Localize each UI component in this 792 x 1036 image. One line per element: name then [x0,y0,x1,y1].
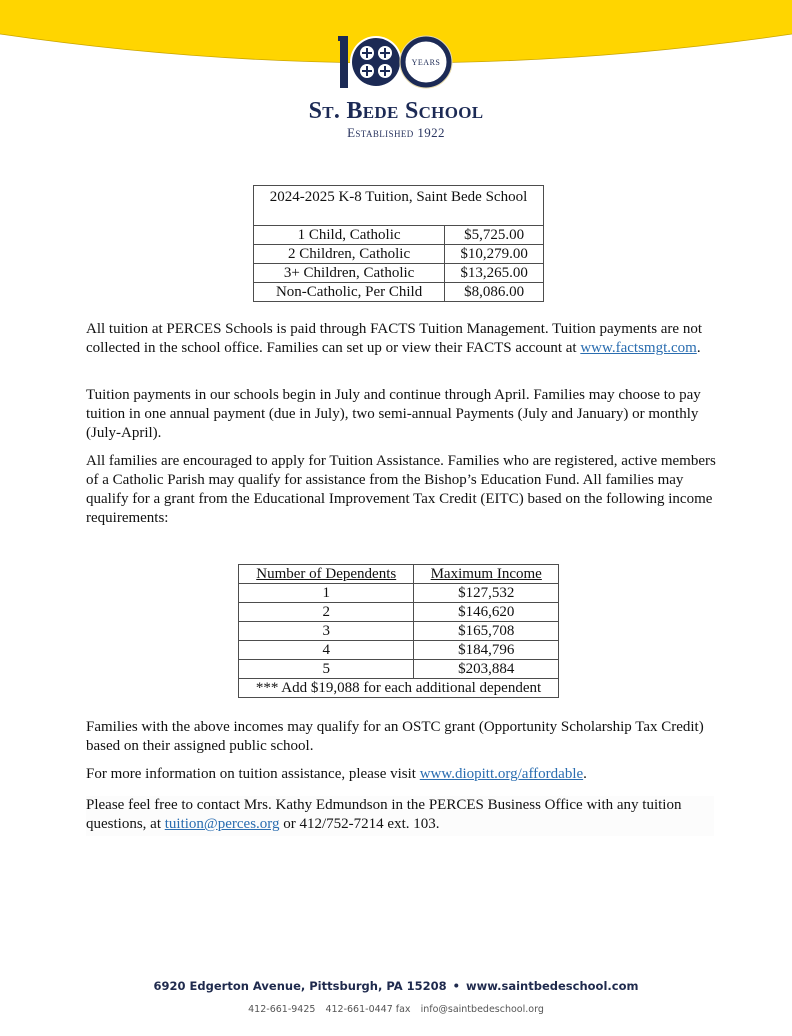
table-title-row [254,186,544,226]
column-header-income: Maximum Income [414,565,559,584]
100-years-logo [338,34,458,92]
cross-emblem-icon [350,36,402,88]
paragraph-text: For more information on tuition assistance, please visit [86,766,420,782]
paragraph-text: All tuition at PERCES Schools is paid through FACTS Tuition Management. Tuition payments are not collected in the school office. Families can set up or view their FACTS account at [86,321,703,356]
table-row [239,622,559,641]
income-cell: $127,532 [414,584,559,603]
paragraph-text: . [696,340,701,356]
footer-address: 6920 Edgerton Avenue, Pittsburgh, PA 15208 [153,979,447,993]
paragraph-text: . [583,766,587,782]
table-row [239,603,559,622]
table-row [254,283,544,302]
table-row [254,245,544,264]
table-row [239,660,559,679]
payment-schedule-paragraph: Tuition payments in our schools begin in July and continue through April. Families may choose to pay tuition in one annual payment (due in July), two semi-annual Payments (July and January) or monthly (July-April). [86,387,701,441]
footer-email: info@saintbedeschool.org [420,1004,544,1015]
tuition-label: 1 Child, Catholic [254,226,445,245]
table-row [239,641,559,660]
established-year: Established 1922 [347,125,445,140]
income-cell: $165,708 [414,622,559,641]
logo-digit-one [340,36,348,88]
table-header-row [239,565,559,584]
footer-website: www.saintbedeschool.com [466,979,639,993]
income-requirements-table [238,564,559,698]
tuition-amount: $8,086.00 [445,283,544,302]
income-cell: $146,620 [414,603,559,622]
income-cell: $203,884 [414,660,559,679]
additional-dependent-note: *** Add $19,088 for each additional dependent [239,679,559,698]
dependents-cell: 3 [239,622,414,641]
tuition-label: 2 Children, Catholic [254,245,445,264]
facts-payment-paragraph [86,320,716,358]
footer-address-line [0,979,792,993]
dependents-cell: 4 [239,641,414,660]
table-row [254,264,544,283]
dependents-cell: 2 [239,603,414,622]
dependents-cell: 1 [239,584,414,603]
diopitt-affordable-link[interactable]: www.diopitt.org/affordable [419,766,584,782]
income-cell: $184,796 [414,641,559,660]
tuition-label: 3+ Children, Catholic [254,264,445,283]
table-row [239,584,559,603]
contact-paragraph [86,796,714,836]
school-name: St. Bede School [308,98,484,124]
paragraph-text: or 412/752-7214 ext. 103. [279,816,440,832]
more-info-paragraph [86,765,716,784]
tuition-amount: $10,279.00 [445,245,544,264]
tuition-assistance-paragraph: All families are encouraged to apply for Tuition Assistance. Families who are registered, active members of a Catholic Parish may qualify for assistance from the Bishop’s Education Fund. All families may qualify for a grant from the Educational Improvement Tax Credit (EITC) based on the following income requirements: [86,453,716,526]
tuition-table [253,185,544,302]
footer-phone: 412-661-9425 [248,1004,316,1015]
footer-contact-line [0,1004,792,1015]
paragraph-text: Please feel free to contact Mrs. Kathy Edmundson in the PERCES Business Office with any tuition questions, at [86,797,682,832]
tuition-email-link[interactable]: tuition@perces.org [164,816,280,832]
tuition-amount: $5,725.00 [445,226,544,245]
bullet-separator-icon: • [452,979,460,993]
tuition-amount: $13,265.00 [445,264,544,283]
ostc-grant-paragraph: Families with the above incomes may qualify for an OSTC grant (Opportunity Scholarship Tax Credit) based on their assigned public school. [86,719,704,754]
column-header-dependents: Number of Dependents [239,565,414,584]
table-footnote-row [239,679,559,698]
table-row [254,226,544,245]
factsmgt-link[interactable]: www.factsmgt.com [580,340,697,356]
footer-fax: 412-661-0447 fax [325,1004,411,1015]
logo-years-text: YEARS [411,58,441,67]
tuition-table-title: 2024-2025 K-8 Tuition, Saint Bede School [254,186,544,226]
dependents-cell: 5 [239,660,414,679]
tuition-label: Non-Catholic, Per Child [254,283,445,302]
